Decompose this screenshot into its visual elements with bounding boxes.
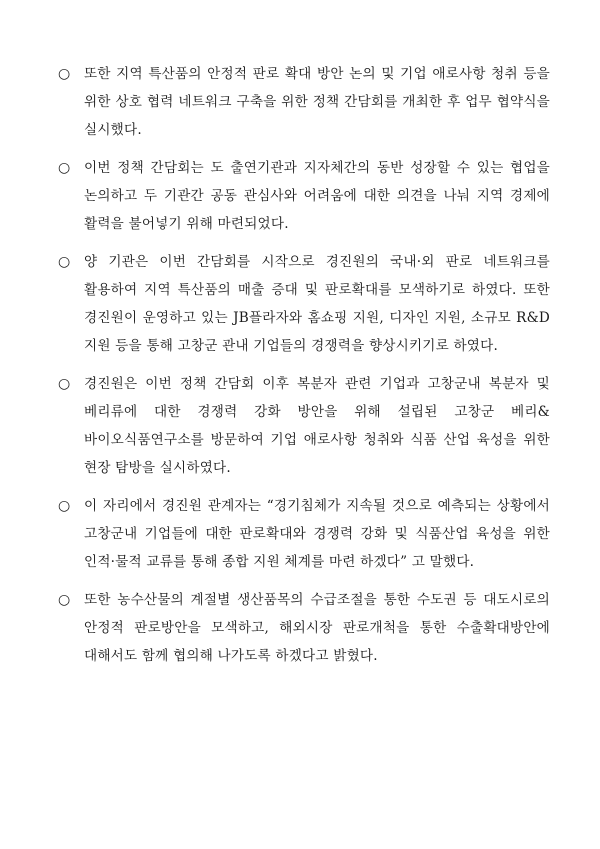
paragraph-text: 또한 지역 특산품의 안정적 판로 확대 방안 논의 및 기업 애로사항 청취 등을 위한 상호 협력 네트워크 구축을 위한 정책 간담회를 개최한 후 업무 협약식을 실시했다. — [84, 66, 550, 138]
paragraph-item — [58, 248, 550, 360]
paragraph-item — [58, 154, 550, 238]
circle-bullet-icon: ○ — [58, 376, 71, 392]
paragraph-text: 또한 농수산물의 계절별 생산품목의 수급조절을 통한 수도권 등 대도시로의 안정적 판로방안을 모색하고, 해외시장 판로개척을 통한 수출확대방안에 대해서도 함께 협의해 나가도록 하겠다고 밝혔다. — [84, 592, 550, 664]
paragraph-list — [58, 60, 550, 680]
circle-bullet-icon: ○ — [58, 254, 71, 270]
paragraph-text: 이 자리에서 경진원 관계자는 “경기침체가 지속될 것으로 예측되는 상황에서 고창군내 기업들에 대한 판로확대와 경쟁력 강화 및 식품산업 육성을 위한 인적·물적 교류를 통해 종합 지원 체계를 마련 하겠다” 고 말했다. — [84, 498, 550, 570]
paragraph-item — [58, 492, 550, 576]
circle-bullet-icon: ○ — [58, 160, 71, 176]
paragraph-text: 경진원은 이번 정책 간담회 이후 복분자 관련 기업과 고창군내 복분자 및 베리류에 대한 경쟁력 강화 방안을 위해 설립된 고창군 베리&바이오식품연구소를 방문하여 기업 애로사항 청취와 식품 산업 육성을 위한 현장 탐방을 실시하였다. — [84, 376, 550, 476]
paragraph-text: 이번 정책 간담회는 도 출연기관과 지자체간의 동반 성장할 수 있는 협업을 논의하고 두 기관간 공동 관심사와 어려움에 대한 의견을 나눠 지역 경제에 활력을 불어넣기 위해 마련되었다. — [84, 160, 550, 232]
paragraph-item — [58, 370, 550, 482]
paragraph-text: 양 기관은 이번 간담회를 시작으로 경진원의 국내·외 판로 네트워크를 활용하여 지역 특산품의 매출 증대 및 판로확대를 모색하기로 하였다. 또한 경진원이 운영하고 있는 JB플라자와 홈쇼핑 지원, 디자인 지원, 소규모 R&D 지원 등을 통해 고창군 관내 기업들의 경쟁력을 향상시키기로 하였다. — [84, 254, 550, 354]
paragraph-item — [58, 586, 550, 670]
circle-bullet-icon: ○ — [58, 66, 71, 82]
paragraph-item — [58, 60, 550, 144]
circle-bullet-icon: ○ — [58, 498, 71, 514]
circle-bullet-icon: ○ — [58, 592, 71, 608]
